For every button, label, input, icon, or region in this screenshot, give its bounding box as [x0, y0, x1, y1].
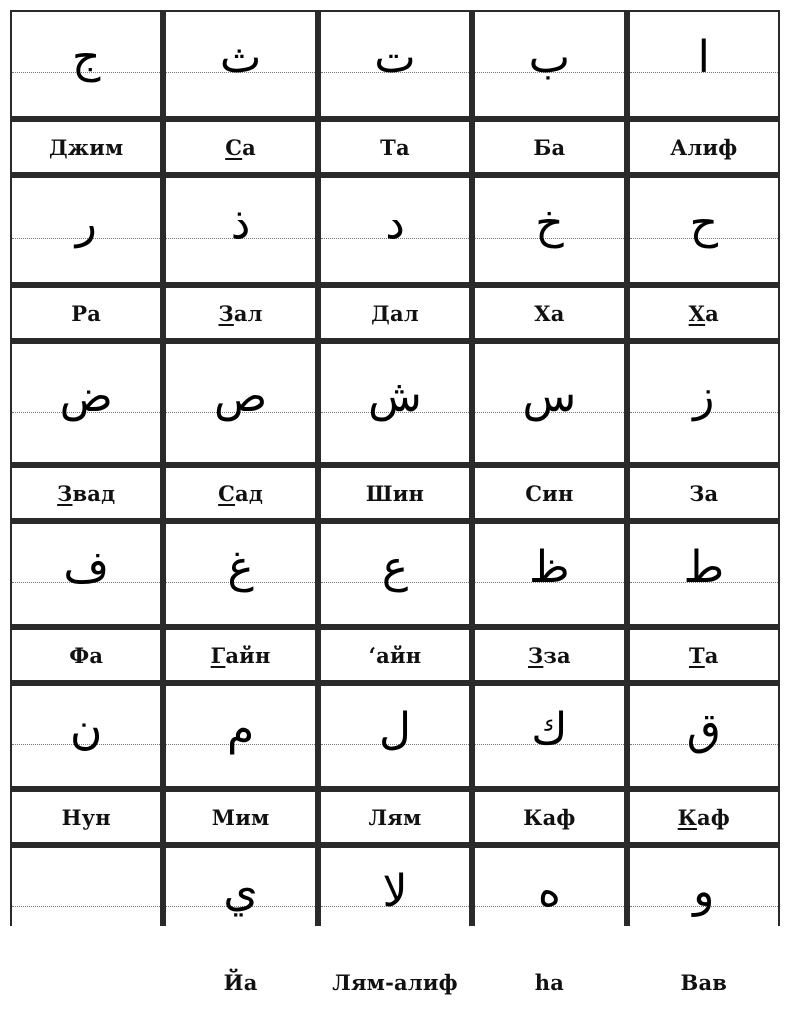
- letter-cell: [166, 686, 314, 786]
- name-cell: [166, 954, 314, 1010]
- arabic-letter: ن: [70, 704, 103, 755]
- name-cell: [321, 122, 469, 172]
- name-cell: [12, 792, 160, 842]
- letter-cell: [630, 178, 778, 282]
- letter-cell: [12, 344, 160, 462]
- letter-cell: [166, 344, 314, 462]
- name-cell: [475, 792, 623, 842]
- letter-name: Каф: [677, 804, 730, 830]
- letter-cell: [630, 686, 778, 786]
- name-cell: [321, 954, 469, 1010]
- name-cell: [475, 954, 623, 1010]
- arabic-letter: ش: [368, 371, 422, 422]
- arabic-letter: خ: [535, 198, 564, 249]
- name-cell: [166, 288, 314, 338]
- letter-cell: [475, 524, 623, 624]
- letter-name: Син: [525, 480, 574, 506]
- letter-cell: [166, 178, 314, 282]
- name-cell: [321, 792, 469, 842]
- name-cell: [475, 288, 623, 338]
- arabic-letter: ج: [71, 32, 101, 83]
- letter-cell: [12, 848, 160, 948]
- name-cell: [630, 288, 778, 338]
- letter-name: Шин: [365, 480, 425, 506]
- letter-name: Ра: [71, 300, 102, 326]
- name-cell: [166, 468, 314, 518]
- name-cell: [12, 122, 160, 172]
- letter-cell: [12, 524, 160, 624]
- letter-name: Звад: [57, 480, 116, 506]
- arabic-letter: ص: [213, 371, 268, 422]
- arabic-letter: ع: [381, 542, 409, 593]
- arabic-letter: غ: [227, 542, 254, 593]
- name-cell: [475, 630, 623, 680]
- letter-name: Зза: [528, 642, 571, 668]
- letter-name: Та: [380, 134, 410, 160]
- name-cell: [12, 468, 160, 518]
- letter-name: Сад: [218, 480, 264, 506]
- letter-cell: [630, 524, 778, 624]
- letter-cell: [475, 12, 623, 116]
- arabic-letter: ه: [537, 866, 561, 917]
- letter-cell: [321, 848, 469, 948]
- arabic-letter: م: [226, 704, 255, 755]
- arabic-letter: ت: [374, 32, 416, 83]
- arabic-letter: ط: [683, 542, 725, 593]
- name-cell: [630, 630, 778, 680]
- name-cell: [630, 122, 778, 172]
- name-cell: [630, 792, 778, 842]
- arabic-letter: ر: [75, 198, 97, 249]
- letter-name: Та: [688, 642, 719, 668]
- letter-name: ʻайн: [368, 642, 422, 668]
- letter-cell: [321, 178, 469, 282]
- arabic-letter: ل: [379, 704, 411, 755]
- letter-name: Мим: [211, 804, 270, 830]
- letter-name: Ба: [533, 134, 566, 160]
- name-cell: [321, 630, 469, 680]
- letter-cell: [166, 848, 314, 948]
- arabic-letter: ض: [59, 371, 113, 422]
- letter-name: hа: [534, 969, 565, 995]
- arabic-letter: ز: [693, 371, 715, 422]
- letter-cell: [166, 524, 314, 624]
- arabic-letter: د: [385, 198, 405, 249]
- name-cell: [321, 288, 469, 338]
- arabic-letter: ث: [219, 32, 262, 83]
- arabic-letter: س: [522, 371, 577, 422]
- letter-name: Вав: [680, 969, 728, 995]
- letter-cell: [321, 524, 469, 624]
- name-cell: [12, 288, 160, 338]
- letter-cell: [475, 344, 623, 462]
- name-cell: [166, 630, 314, 680]
- letter-cell: [630, 12, 778, 116]
- arabic-alphabet-table: [10, 10, 780, 995]
- letter-cell: [12, 12, 160, 116]
- arabic-letter: ك: [531, 704, 568, 755]
- name-cell: [321, 468, 469, 518]
- arabic-letter: ظ: [529, 542, 570, 593]
- letter-cell: [630, 344, 778, 462]
- arabic-letter: ي: [223, 866, 258, 917]
- name-cell: [630, 468, 778, 518]
- letter-name: За: [689, 480, 719, 506]
- arabic-letter: ا: [697, 32, 710, 83]
- letter-name: Джим: [48, 134, 124, 160]
- name-cell: [166, 122, 314, 172]
- letter-cell: [12, 178, 160, 282]
- letter-cell: [321, 686, 469, 786]
- letter-name: Каф: [523, 804, 576, 830]
- letter-cell: [475, 686, 623, 786]
- arabic-letter: و: [693, 866, 715, 917]
- letter-cell: [166, 12, 314, 116]
- name-cell: [475, 468, 623, 518]
- letter-name: Ха: [688, 300, 719, 326]
- arabic-letter: ب: [528, 32, 571, 83]
- letter-name: Лям: [368, 804, 422, 830]
- name-cell: [12, 630, 160, 680]
- letter-name: Са: [225, 134, 256, 160]
- letter-name: Зал: [218, 300, 263, 326]
- letter-cell: [475, 178, 623, 282]
- name-cell: [630, 954, 778, 1010]
- arabic-letter: ح: [689, 198, 718, 249]
- letter-name: Лям-алиф: [332, 969, 458, 995]
- arabic-letter: ذ: [230, 198, 251, 249]
- arabic-letter: لا: [382, 866, 408, 917]
- letter-name: Йа: [223, 969, 258, 995]
- letter-cell: [321, 12, 469, 116]
- letter-cell: [630, 848, 778, 948]
- arabic-letter: ق: [686, 704, 721, 755]
- arabic-letter: ف: [63, 542, 109, 593]
- letter-name: Ха: [534, 300, 565, 326]
- letter-cell: [475, 848, 623, 948]
- letter-cell: [321, 344, 469, 462]
- letter-name: Нун: [61, 804, 111, 830]
- name-cell: [475, 122, 623, 172]
- letter-name: Фа: [69, 642, 104, 668]
- letter-cell: [12, 686, 160, 786]
- letter-name: Дал: [371, 300, 419, 326]
- name-cell: [166, 792, 314, 842]
- letter-name: Гайн: [210, 642, 271, 668]
- letter-name: Алиф: [670, 134, 738, 160]
- name-cell: [12, 954, 160, 1010]
